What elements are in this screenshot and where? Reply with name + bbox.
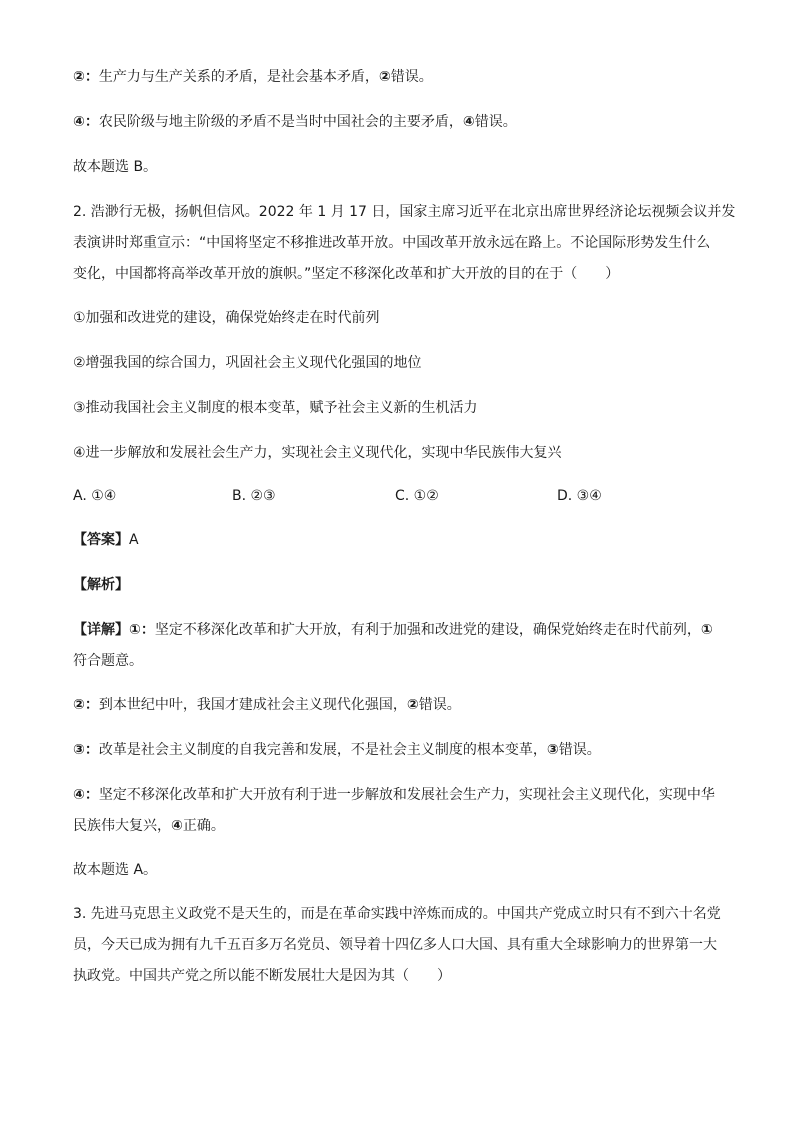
item-verdict: 错误。	[418, 697, 461, 713]
answer-tag: 【答案】	[73, 532, 129, 548]
item-mark: ①	[700, 622, 713, 638]
statement-2: ②增强我国的综合国力，巩固社会主义现代化强国的地位	[73, 355, 422, 371]
conclusion: 故本题选 B。	[73, 159, 158, 175]
item-mark: ④	[171, 818, 183, 834]
item-label: ①：	[129, 622, 155, 638]
item-text: 坚定不移深化改革和扩大开放有利于进一步解放和发展社会生产力，实现社会主义现代化，实现中华	[98, 787, 715, 803]
detail-item-2	[73, 695, 461, 715]
item-verdict: 错误。	[474, 114, 517, 130]
detail-tag: 【详解】	[73, 622, 129, 638]
item-verdict: 正确。	[182, 818, 225, 834]
item-mark: ②	[378, 69, 391, 85]
item-label: ③：	[73, 742, 99, 758]
item-text: 改革是社会主义制度的自我完善和发展，不是社会主义制度的根本变革，	[98, 742, 547, 758]
question-3-stem-line: 执政党。中国共产党之所以能不断发展壮大是因为其（ ）	[73, 968, 451, 984]
option-b: B. ②③	[232, 488, 276, 504]
detail-item-4-cont	[73, 816, 225, 836]
answer-value: A	[129, 532, 139, 548]
detail-item-1	[73, 620, 713, 640]
analysis-item-4	[73, 112, 517, 132]
question-3-stem-line: 3. 先进马克思主义政党不是天生的，而是在革命实践中淬炼而成的。中国共产党成立时只有不到六十名党	[73, 906, 721, 922]
item-verdict: 错误。	[558, 742, 601, 758]
question-2-stem-line: 2. 浩渺行无极，扬帆但信风。2022 年 1 月 17 日，国家主席习近平在北京出席世界经济论坛视频会议并发	[73, 204, 736, 220]
conclusion: 故本题选 A。	[73, 862, 158, 878]
item-verdict: 错误。	[390, 69, 433, 85]
item-mark: ④	[462, 114, 475, 130]
answer-line	[73, 530, 139, 550]
item-label: ②：	[73, 69, 99, 85]
item-text: 到本世纪中叶，我国才建成社会主义现代化强国，	[98, 697, 407, 713]
item-mark: ②	[406, 697, 419, 713]
statement-1: ①加强和改进党的建设，确保党始终走在时代前列	[73, 310, 380, 326]
question-2-stem-line: 表演讲时郑重宣示：“中国将坚定不移推进改革开放。中国改革开放永远在路上。不论国际形势发生什么	[73, 235, 711, 251]
detail-item-3	[73, 740, 601, 760]
option-d: D. ③④	[557, 488, 602, 504]
item-label: ②：	[73, 697, 99, 713]
analysis-item-2	[73, 67, 433, 87]
analysis-tag: 【解析】	[73, 577, 129, 593]
item-text: 农民阶级与地主阶级的矛盾不是当时中国社会的主要矛盾，	[98, 114, 463, 130]
statement-3: ③推动我国社会主义制度的根本变革，赋予社会主义新的生机活力	[73, 400, 478, 416]
item-text: 民族伟大复兴，	[73, 818, 171, 834]
item-mark: ③	[546, 742, 559, 758]
detail-item-1-cont: 符合题意。	[73, 653, 143, 669]
item-text: 生产力与生产关系的矛盾，是社会基本矛盾，	[98, 69, 379, 85]
statement-4: ④进一步解放和发展社会生产力，实现社会主义现代化，实现中华民族伟大复兴	[73, 445, 562, 461]
question-2-stem-line: 变化，中国都将高举改革开放的旗帜。”坚定不移深化改革和扩大开放的目的在于（ ）	[73, 266, 620, 282]
detail-item-4	[73, 785, 715, 805]
item-label: ④：	[73, 787, 99, 803]
question-3-stem-line: 员，今天已成为拥有九千五百多万名党员、领导着十四亿多人口大国、具有重大全球影响力的世界第一大	[73, 937, 717, 953]
item-label: ④：	[73, 114, 99, 130]
option-c: C. ①②	[395, 488, 439, 504]
item-text: 坚定不移深化改革和扩大开放，有利于加强和改进党的建设，确保党始终走在时代前列，	[154, 622, 701, 638]
option-a: A. ①④	[73, 488, 117, 504]
